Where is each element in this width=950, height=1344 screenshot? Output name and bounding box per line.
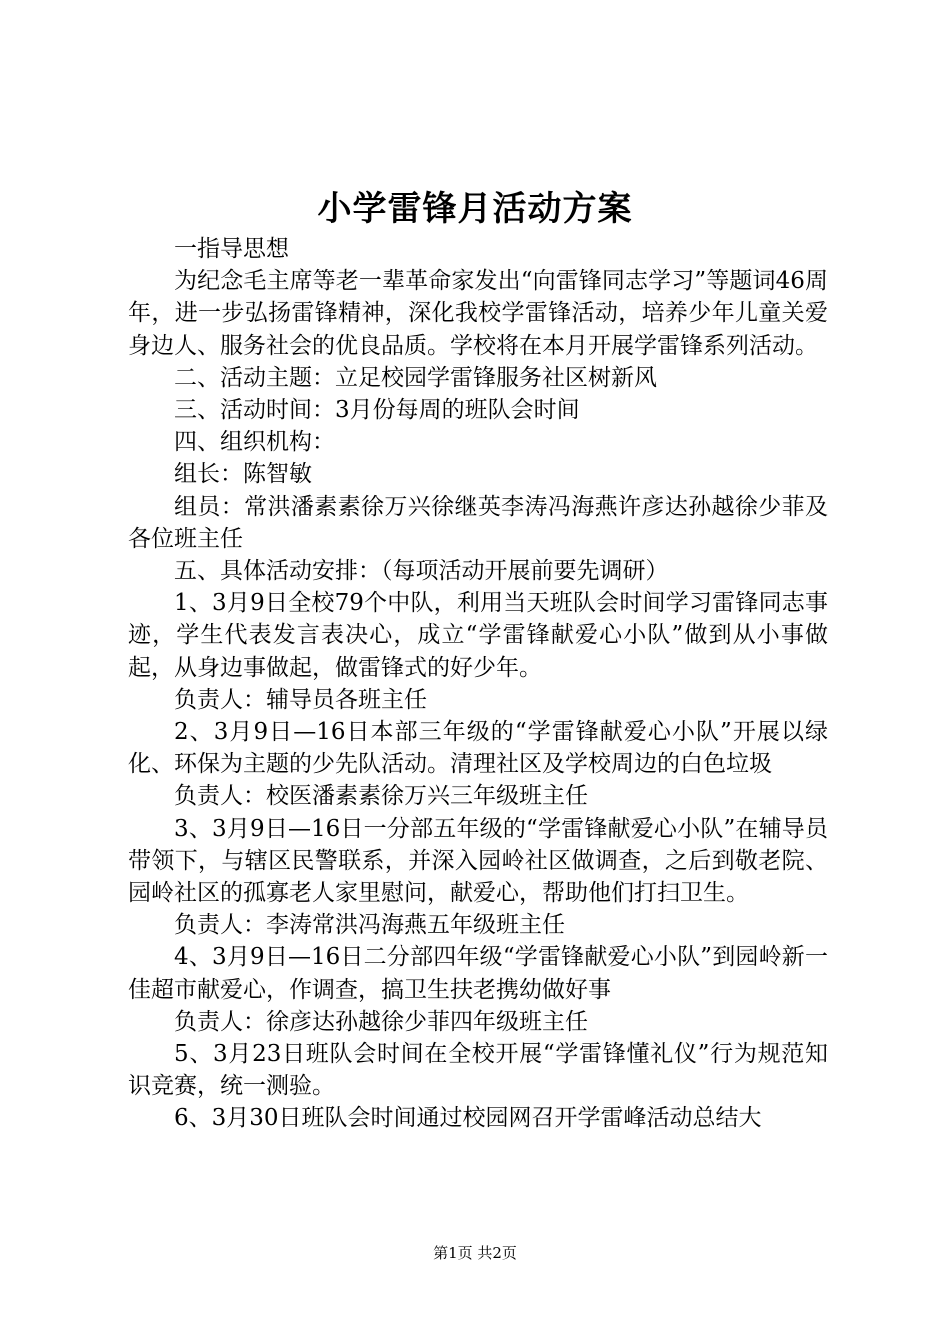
activity-item-5: 5、3月23日班队会时间在全校开展“学雷锋懂礼仪”行为规范知识竞赛，统一测验。 [128, 1041, 828, 1100]
page-number-footer: 第1页 共2页 [433, 1244, 517, 1262]
activity-item-3: 3、3月9日—16日一分部五年级的“学雷锋献爱心小队”在辅导员带领下，与辖区民警联系，并深入园岭社区做调查，之后到敬老院、园岭社区的孤寡老人家里慰问，献爱心，帮助他们打扫卫生。 [128, 815, 828, 907]
section-heading-guiding-thought: 一指导思想 [174, 236, 289, 262]
section-heading-theme: 二、活动主题：立足校园学雷锋服务社区树新风 [174, 364, 657, 391]
document-title: 小学雷锋月活动方案 [317, 189, 633, 229]
paragraph-group-leader: 组长：陈智敏 [174, 461, 312, 488]
responsible-person-1: 负责人：辅导员各班主任 [174, 686, 427, 713]
document-body [128, 233, 828, 1135]
paragraph-group-members: 组员：常洪潘素素徐万兴徐继英李涛冯海燕许彦达孙越徐少菲及各位班主任 [128, 493, 828, 552]
activity-item-6: 6、3月30日班队会时间通过校园网召开学雷峰活动总结大 [174, 1105, 762, 1132]
responsible-person-3: 负责人：李涛常洪冯海燕五年级班主任 [174, 912, 565, 939]
activity-item-4: 4、3月9日—16日二分部四年级“学雷锋献爱心小队”到园岭新一佳超市献爱心，作调查，搞卫生扶老携幼做好事 [128, 944, 828, 1003]
section-heading-arrangements: 五、具体活动安排：（每项活动开展前要先调研） [174, 558, 669, 585]
section-heading-time: 三、活动时间：3月份每周的班队会时间 [174, 397, 580, 424]
responsible-person-2: 负责人：校医潘素素徐万兴三年级班主任 [174, 783, 588, 810]
paragraph-guiding-thought: 为纪念毛主席等老一辈革命家发出“向雷锋同志学习”等题词46周年，进一步弘扬雷锋精神，深化我校学雷锋活动，培养少年儿童关爱身边人、服务社会的优良品质。学校将在本月开展学雷锋系列活动。 [128, 268, 828, 359]
activity-item-2: 2、3月9日—16日本部三年级的“学雷锋献爱心小队”开展以绿化、环保为主题的少先队活动。清理社区及学校周边的白色垃圾 [128, 719, 828, 778]
activity-item-1: 1、3月9日全校79个中队，利用当天班队会时间学习雷锋同志事迹，学生代表发言表决心，成立“学雷锋献爱心小队”做到从小事做起，从身边事做起，做雷锋式的好少年。 [128, 590, 828, 681]
section-heading-organization: 四、组织机构： [174, 429, 335, 456]
responsible-person-4: 负责人：徐彦达孙越徐少菲四年级班主任 [174, 1008, 588, 1035]
